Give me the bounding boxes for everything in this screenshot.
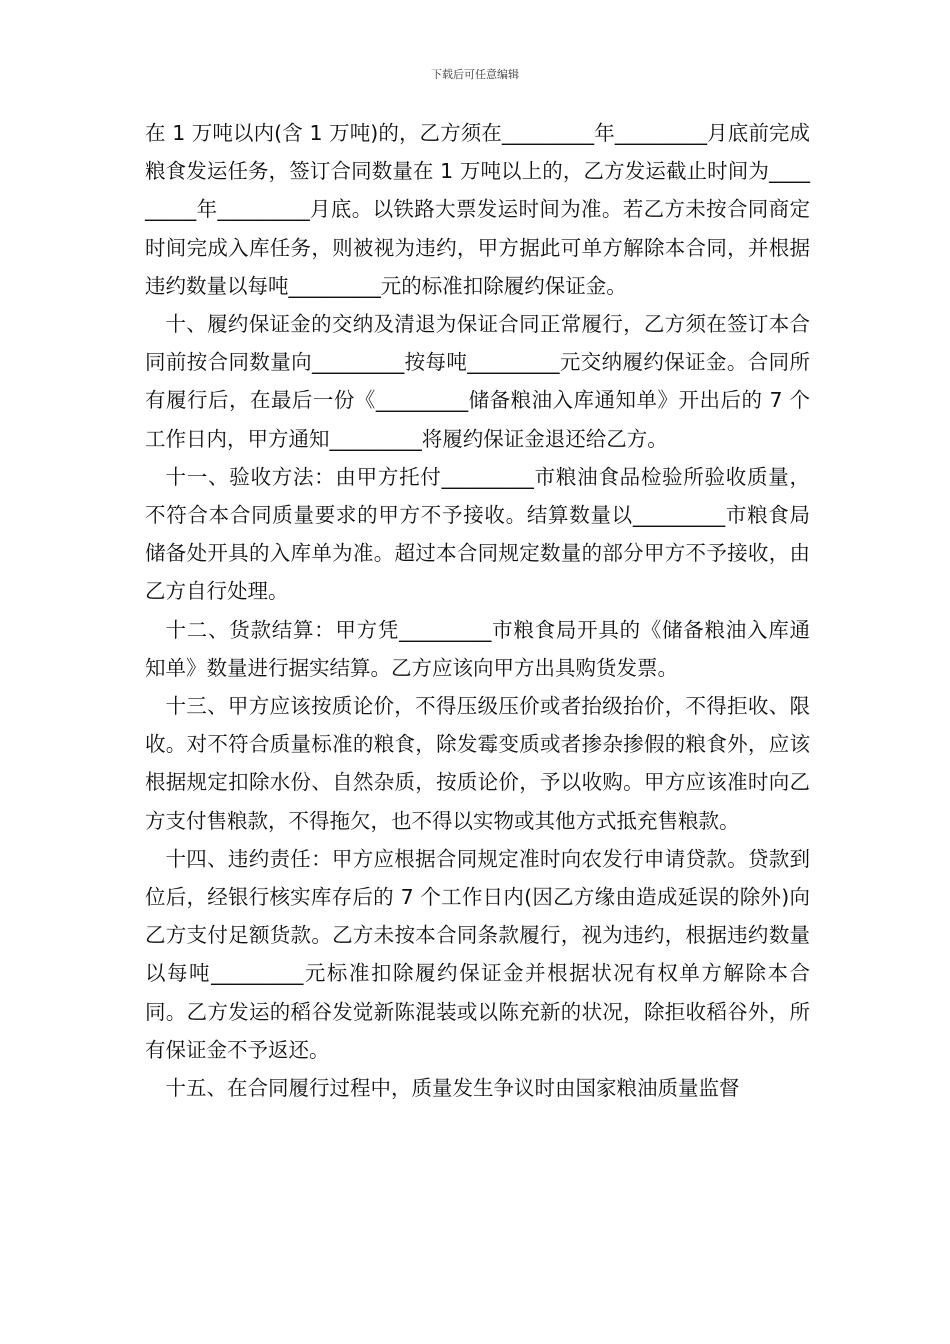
paragraph-clause-12: 十二、货款结算：甲方凭_________市粮食局开具的《储备粮油入库通知单》数量进行据实结算。乙方应该向甲方出具购货发票。: [145, 617, 810, 680]
paragraph-continued: 在 1 万吨以内(含 1 万吨)的，乙方须在_________年_________月底前完成粮食发运任务，签订合同数量在 1 万吨以上的，乙方发运截止时间为_________年_________月底。以铁路大票发运时间为准。若乙方未按合同商定时间完成入库任务，则被视为违约，甲方据此可单方解除本合同，并根据违约数量以每吨_________元的标准扣除履约保证金。: [145, 121, 810, 298]
paragraph-clause-15: 十五、在合同履行过程中，质量发生争议时由国家粮油质量监督: [165, 1076, 740, 1101]
paragraph-clause-13: 十三、甲方应该按质论价，不得压级压价或者抬级抬价，不得拒收、限收。对不符合质量标准的粮食，除发霉变质或者掺杂掺假的粮食外，应该根据规定扣除水份、自然杂质，按质论价，予以收购。甲方应该准时向乙方支付售粮款，不得拖欠，也不得以实物或其他方式抵充售粮款。: [145, 694, 810, 833]
paragraph-clause-14: 十四、违约责任：甲方应根据合同规定准时向农发行申请贷款。贷款到位后，经银行核实库存后的 7 个工作日内(因乙方缘由造成延误的除外)向乙方支付足额货款。乙方未按本合同条款履行，视为违约，根据违约数量以每吨_________元标准扣除履约保证金并根据状况有权单方解除本合同。乙方发运的稻谷发觉新陈混装或以陈充新的状况，除拒收稻谷外，所有保证金不予返还。: [145, 846, 810, 1062]
paragraph-clause-10: 十、履约保证金的交纳及清退为保证合同正常履行，乙方须在签订本合同前按合同数量向_________按每吨_________元交纳履约保证金。合同所有履行后，在最后一份《_________储备粮油入库通知单》开出后的 7 个工作日内，甲方通知_________将履约保证金退还给乙方。: [145, 312, 810, 451]
paragraph-clause-11: 十一、验收方法：由甲方托付_________市粮油食品检验所验收质量，不符合本合同质量要求的甲方不予接收。结算数量以_________市粮食局储备处开具的入库单为准。超过本合同规定数量的部分甲方不予接收，由乙方自行处理。: [145, 464, 810, 604]
page-header: 下载后可任意编辑: [431, 68, 519, 81]
document-body: [145, 114, 810, 1107]
